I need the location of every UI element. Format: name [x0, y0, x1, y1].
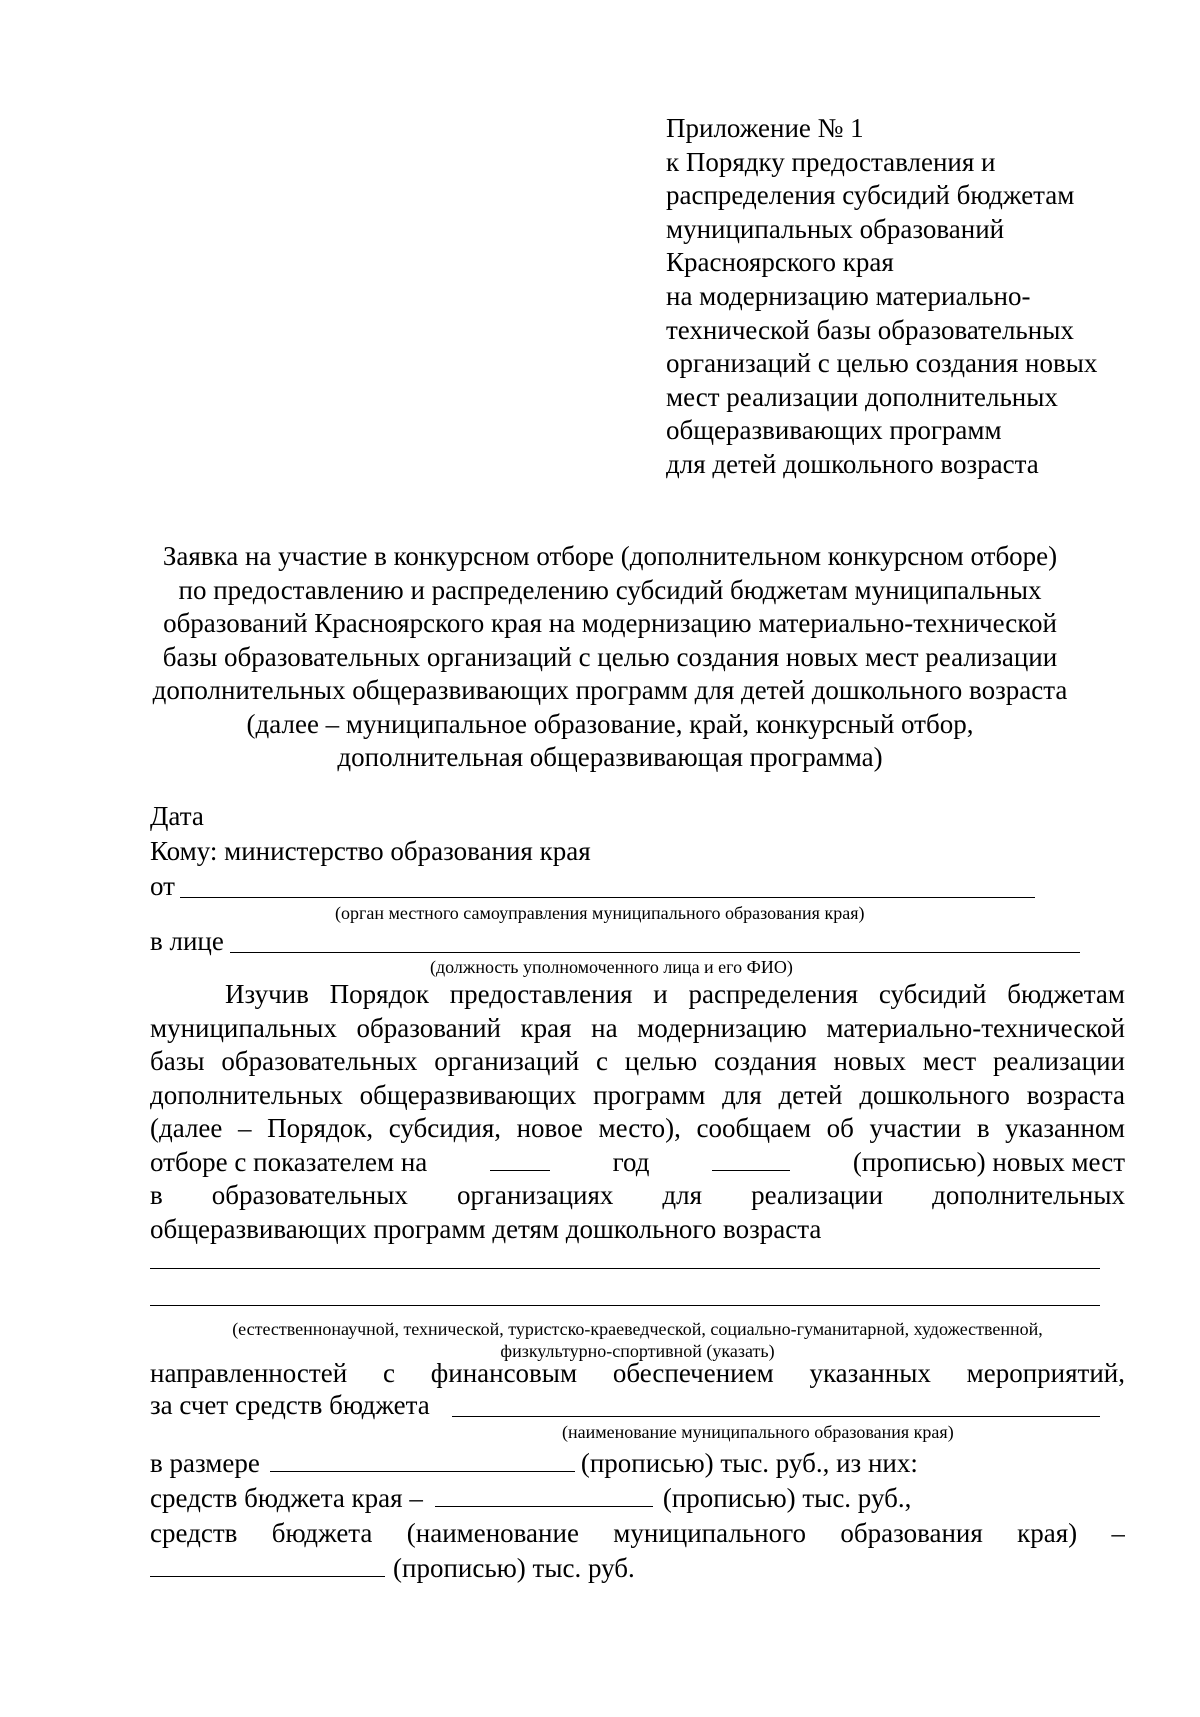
indicator-text-2: год [612, 1146, 650, 1177]
appendix-line: на модернизацию материально- [666, 280, 1031, 311]
title-line: по предоставлению и распределению субсидий бюджетам муниципальных [178, 574, 1042, 605]
appendix-line: для детей дошкольного возраста [666, 448, 1039, 479]
municipal-budget-line: средств бюджета (наименование муниципального образования края) – [150, 1518, 1125, 1548]
municipal-budget-amount-line [150, 1552, 635, 1584]
indicator-text-1: отборе с показателем на [150, 1146, 428, 1177]
body-line: муниципальных образований края на модернизацию материально-технической [150, 1012, 1125, 1043]
region-budget-blank[interactable] [435, 1484, 653, 1507]
from-field[interactable] [180, 897, 1035, 898]
title-line: дополнительная общеразвивающая программа) [337, 742, 883, 772]
budget-field[interactable] [452, 1416, 1100, 1417]
direction-field-1[interactable] [150, 1268, 1100, 1269]
appendix-line: организаций с целью создания новых [666, 348, 1098, 379]
budget-caption: (наименование муниципального образования края) [562, 1422, 954, 1442]
places-count-blank[interactable] [712, 1148, 790, 1171]
amount-label: в размере [150, 1448, 260, 1478]
appendix-line: Приложение № 1 [666, 113, 864, 143]
region-budget-suffix: (прописью) тыс. руб., [662, 1483, 912, 1513]
region-budget-line [150, 1482, 911, 1514]
appendix-line: к Порядку предоставления и [666, 146, 996, 177]
direction-caption-line: физкультурно-спортивной (указать) [500, 1341, 775, 1361]
appendix-line: распределения субсидий бюджетам [666, 180, 1075, 211]
body-line: в образовательных организациях для реализации дополнительных [150, 1180, 1125, 1210]
application-title [130, 540, 1090, 775]
person-field[interactable] [230, 952, 1080, 953]
year-blank[interactable] [490, 1148, 550, 1171]
direction-field-2[interactable] [150, 1305, 1100, 1306]
appendix-line: муниципальных образований [666, 213, 1005, 244]
date-label: Дата [150, 801, 204, 831]
body-line: базы образовательных организаций с целью создания новых мест реализации [150, 1046, 1125, 1076]
from-caption: (орган местного самоуправления муниципального образования края) [335, 903, 865, 923]
title-line: Заявка на участие в конкурсном отборе (дополнительном конкурсном отборе) [162, 541, 1058, 571]
region-budget-label: средств бюджета края – [150, 1483, 423, 1513]
title-line: дополнительных общеразвивающих программ для детей дошкольного возраста [152, 675, 1068, 705]
budget-label: за счет средств бюджета [150, 1390, 430, 1420]
body-line: Изучив Порядок предоставления и распределения субсидий бюджетам [225, 979, 1125, 1009]
title-line: базы образовательных организаций с целью создания новых мест реализации [162, 641, 1058, 672]
title-line: (далее – муниципальное образование, край, конкурсный отбор, [246, 708, 974, 739]
from-label: от [150, 871, 175, 901]
person-label: в лице [150, 926, 224, 956]
indicator-line [150, 1146, 1125, 1180]
financing-line: направленностей с финансовым обеспечением указанных мероприятий, [150, 1358, 1125, 1388]
financing-block [150, 1357, 1125, 1391]
recipient-label: Кому: министерство образования края [150, 836, 591, 866]
municipal-budget-block [150, 1517, 1125, 1551]
appendix-line: технической базы образовательных [666, 314, 1074, 345]
body-line: (далее – Порядок, субсидия, новое место), сообщаем об участии в указанном [150, 1113, 1125, 1143]
person-caption: (должность уполномоченного лица и его ФИО) [430, 957, 793, 977]
title-line: образований Красноярского края на модернизацию материально-технической [163, 608, 1057, 638]
indicator-text-3: (прописью) новых мест [852, 1146, 1125, 1177]
amount-suffix: (прописью) тыс. руб., из них: [580, 1448, 918, 1478]
direction-caption [150, 1318, 1125, 1362]
amount-line [150, 1447, 918, 1479]
municipal-budget-suffix: (прописью) тыс. руб. [393, 1553, 635, 1583]
appendix-line: мест реализации дополнительных [666, 381, 1058, 412]
appendix-line: Красноярского края [666, 247, 894, 278]
body-line: общеразвивающих программ детям дошкольного возраста [150, 1213, 822, 1244]
body-line: дополнительных общеразвивающих программ для детей дошкольного возраста [150, 1079, 1125, 1110]
amount-blank[interactable] [270, 1449, 575, 1472]
municipal-budget-blank[interactable] [150, 1554, 385, 1577]
appendix-line: общеразвивающих программ [666, 415, 1002, 446]
application-body [150, 978, 1125, 1246]
appendix-heading [666, 112, 1166, 482]
direction-caption-line: (естественнонаучной, технической, туристско-краеведческой, социально-гуманитарной, художественной, [232, 1319, 1043, 1339]
